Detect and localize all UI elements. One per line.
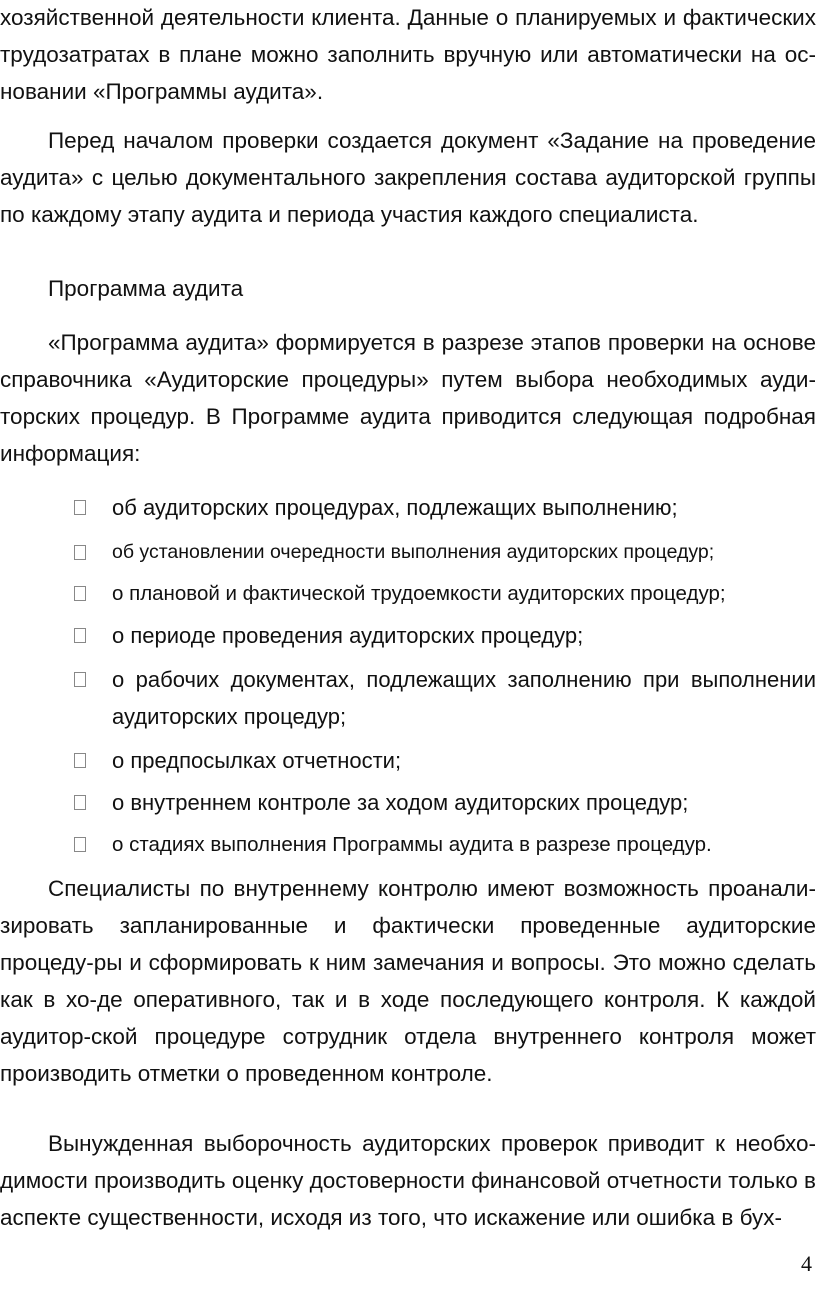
- list-item-text: об установлении очередности выполнения аудиторских процедур;: [112, 541, 715, 563]
- list-item: [0, 661, 816, 735]
- list-item-text: об аудиторских процедурах, подлежащих выполнению;: [112, 495, 678, 520]
- list-item-text: о плановой и фактической трудоемкости аудиторских процедур;: [112, 582, 726, 605]
- list-item-text: о рабочих документах, подлежащих заполнению при выполнении аудиторских процедур;: [112, 667, 816, 729]
- list-item-text: о периоде проведения аудиторских процедур;: [112, 623, 584, 648]
- list-item: [0, 575, 816, 612]
- list-item: [0, 489, 816, 526]
- list-item: [0, 534, 816, 571]
- bullet-box-icon: [74, 753, 86, 768]
- paragraph-task-document: Перед началом проверки создается документ «Задание на проведение аудита» с целью документального закрепления состава аудиторской группы по каждому этапу аудита и периода участия каждого специалиста.: [0, 128, 816, 227]
- information-list: [0, 489, 816, 863]
- paragraph-internal-control: Специалисты по внутреннему контролю имеют возможность проанали-зировать запланированные и фактически проведенные аудиторские процеду-ры и сформировать к ним замечания и вопросы. Это можно сделать как в хо-де оперативного, так и в ходе последующего контроля. К каждой аудитор-ской процедуре сотрудник отдела внутреннего контроля может производить отметки о проведенном контроле.: [0, 876, 816, 1086]
- bullet-box-icon: [74, 672, 86, 687]
- list-item: [0, 617, 816, 654]
- paragraph-continuation: хозяйственной деятельности клиента. Данные о планируемых и фактических трудозатратах в плане можно заполнить вручную или автоматически на ос-новании «Программы аудита».: [0, 5, 816, 104]
- bullet-box-icon: [74, 586, 86, 601]
- page-number: 4: [801, 1251, 812, 1276]
- section-heading: Программа аудита: [48, 276, 244, 301]
- paragraph-sampling: Вынужденная выборочность аудиторских проверок приводит к необхо-димости производить оценку достоверности финансовой отчетности только в аспекте существенности, исходя из того, что искажение или ошибка в бух-: [0, 1131, 816, 1230]
- bullet-box-icon: [74, 837, 86, 852]
- list-item-text: о предпосылках отчетности;: [112, 748, 402, 773]
- bullet-box-icon: [74, 500, 86, 515]
- list-item: [0, 742, 816, 779]
- list-item-text: о внутреннем контроле за ходом аудиторских процедур;: [112, 790, 689, 815]
- list-item-text: о стадиях выполнения Программы аудита в разрезе процедур.: [112, 833, 712, 856]
- bullet-box-icon: [74, 795, 86, 810]
- bullet-box-icon: [74, 545, 86, 560]
- bullet-box-icon: [74, 628, 86, 643]
- paragraph-audit-program: «Программа аудита» формируется в разрезе этапов проверки на основе справочника «Аудиторские процедуры» путем выбора необходимых ауди-торских процедур. В Программе аудита приводится следующая подробная информация:: [0, 330, 816, 466]
- list-item: [0, 826, 816, 863]
- list-item: [0, 784, 816, 821]
